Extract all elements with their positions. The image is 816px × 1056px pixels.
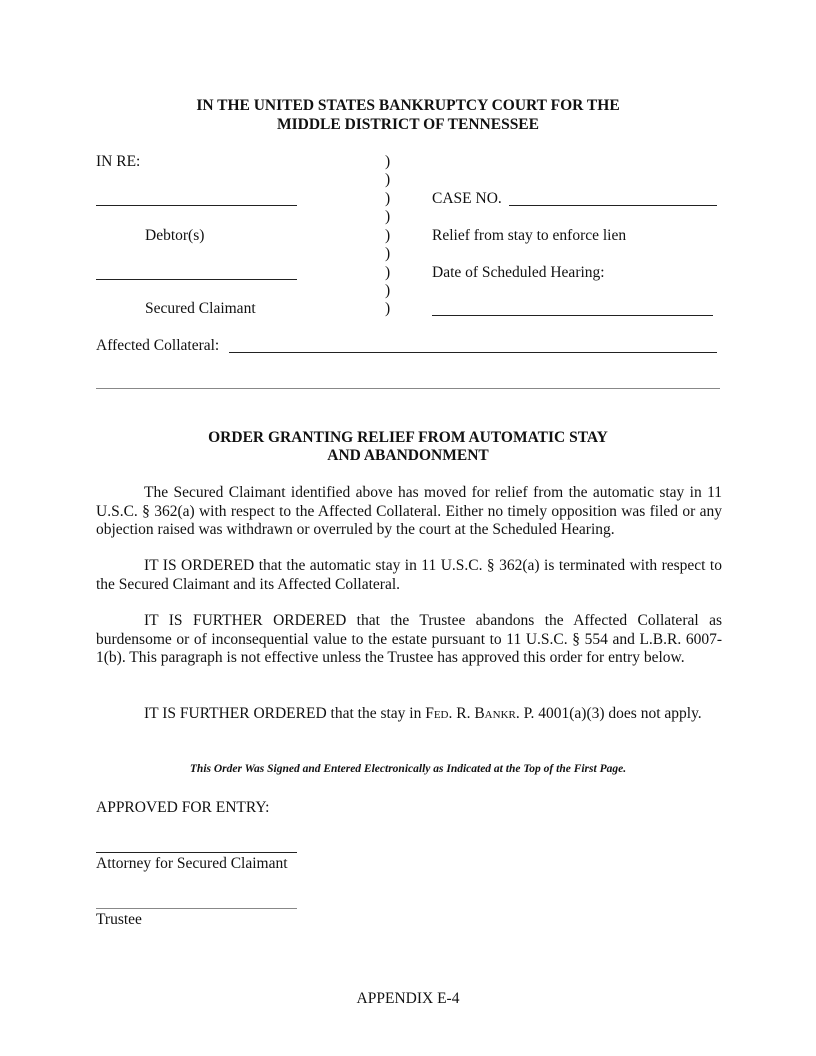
caption-paren: ): [385, 282, 391, 299]
caption-paren: ): [385, 208, 391, 225]
affected-collateral-label: Affected Collateral:: [96, 337, 220, 354]
caption-paren: ): [385, 171, 391, 188]
electronic-signature-note: This Order Was Signed and Entered Electronically as Indicated at the Top of the First Page.: [189, 763, 627, 775]
debtor-name-blank[interactable]: [96, 205, 297, 206]
hearing-date-label: Date of Scheduled Hearing:: [432, 264, 605, 281]
affected-collateral-blank[interactable]: [229, 352, 717, 353]
paragraph-abandonment: IT IS FURTHER ORDERED that the Trustee abandons the Affected Collateral as burdensome or of inconsequential value to the estate pursuant to 11 U.S.C. § 554 and L.B.R. 6007-1(b). This paragraph is not effective unless the Trustee has approved this order for entry below.: [96, 612, 722, 666]
order-title-line-1: ORDER GRANTING RELIEF FROM AUTOMATIC STAY: [208, 429, 608, 446]
case-number-blank[interactable]: [509, 205, 717, 206]
court-name-line-2: MIDDLE DISTRICT OF TENNESSEE: [276, 116, 539, 133]
secured-claimant-name-blank[interactable]: [96, 279, 297, 280]
hearing-date-blank[interactable]: [432, 315, 713, 316]
relief-description: Relief from stay to enforce lien: [432, 227, 627, 244]
caption-paren: ): [385, 245, 391, 262]
caption-paren: ): [385, 190, 391, 207]
caption-paren: ): [385, 153, 391, 170]
debtor-label: Debtor(s): [145, 227, 205, 244]
rule-text-after: P. 4001(a)(3) does not apply.: [519, 705, 702, 722]
trustee-label: Trustee: [96, 911, 142, 928]
caption-paren: ): [385, 264, 391, 281]
rule-text-before: IT IS FURTHER ORDERED that the stay in: [144, 705, 426, 722]
caption-paren: ): [385, 300, 391, 317]
in-re-label: IN RE:: [96, 153, 141, 170]
attorney-signature-line[interactable]: [96, 852, 297, 853]
appendix-footer: APPENDIX E-4: [356, 990, 460, 1007]
attorney-label: Attorney for Secured Claimant: [96, 855, 288, 872]
affected-collateral-blank-2[interactable]: [96, 388, 720, 389]
paragraph-stay-terminated: IT IS ORDERED that the automatic stay in 11 U.S.C. § 362(a) is terminated with respect to the Secured Claimant and its Affected Collateral.: [96, 557, 722, 593]
case-number-label: CASE NO.: [432, 190, 502, 207]
secured-claimant-label: Secured Claimant: [145, 300, 256, 317]
approved-for-entry-heading: APPROVED FOR ENTRY:: [96, 799, 270, 816]
rule-citation: Fed. R. Bankr.: [425, 705, 520, 722]
court-name-line-1: IN THE UNITED STATES BANKRUPTCY COURT FOR THE: [196, 97, 620, 114]
paragraph-rule-4001: [96, 705, 722, 724]
paragraph-motion: The Secured Claimant identified above has moved for relief from the automatic stay in 11 U.S.C. § 362(a) with respect to the Affected Collateral. Either no timely opposition was filed or any objection raised was withdrawn or overruled by the court at the Scheduled Hearing.: [96, 484, 722, 538]
trustee-signature-line[interactable]: [96, 908, 297, 909]
caption-paren: ): [385, 227, 391, 244]
order-title-line-2: AND ABANDONMENT: [327, 447, 489, 464]
